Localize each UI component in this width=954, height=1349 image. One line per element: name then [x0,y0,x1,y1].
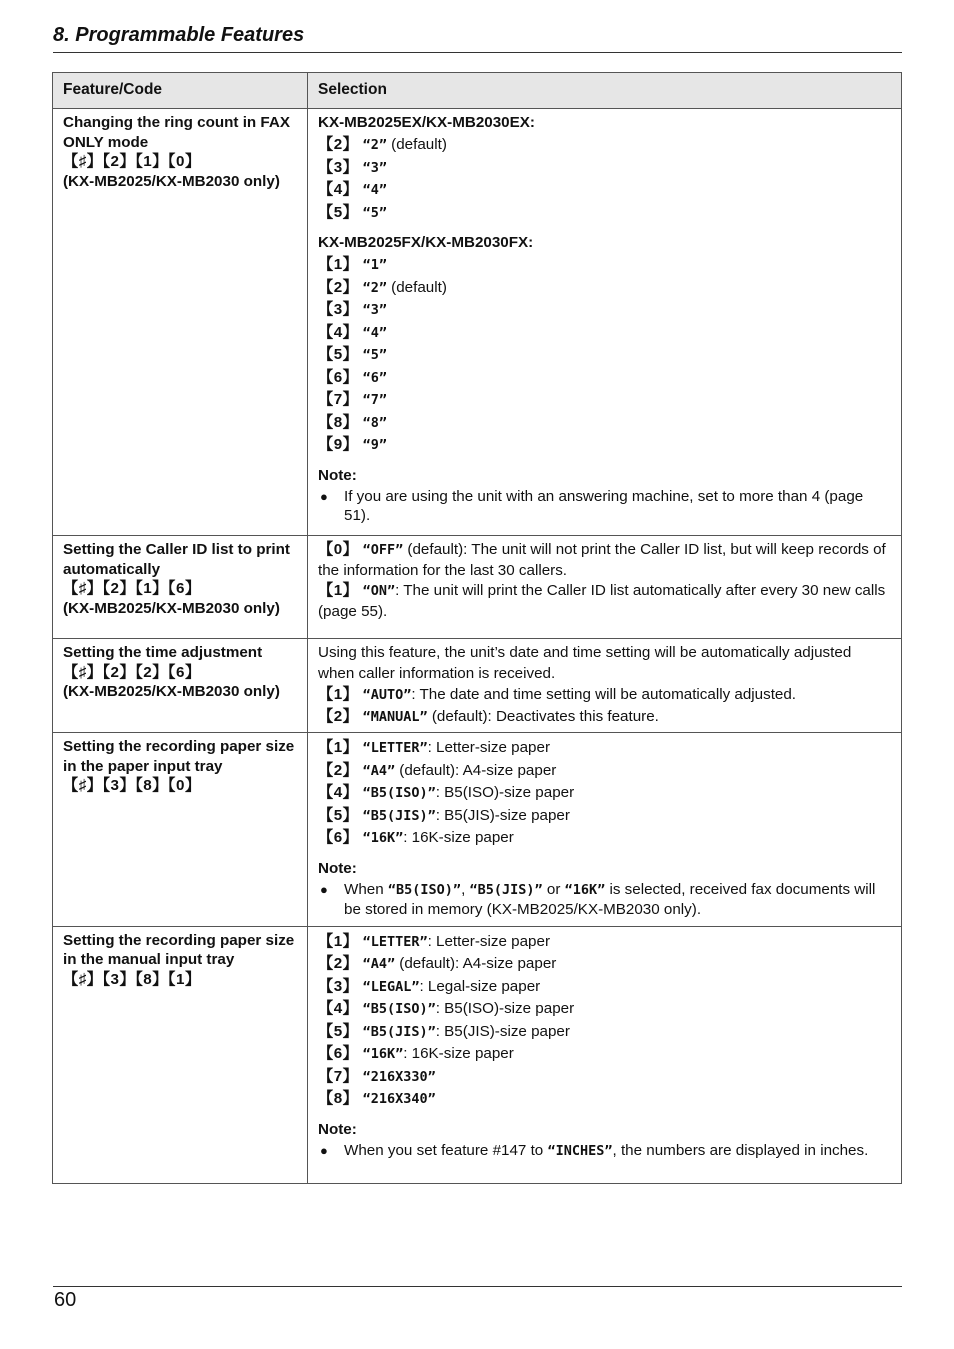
option-list [318,931,891,1111]
feature-model-note: (KX-MB2025/KX-MB2030 only) [63,172,280,190]
table-row [53,733,902,927]
option-description: (default) [386,136,447,153]
option-line [318,953,891,976]
key-code: 【1】 [318,932,359,950]
display-option: “2” [362,137,387,153]
option-line [318,782,891,805]
option-line [318,277,891,300]
display-option: “B5(JIS)” [469,881,543,898]
display-option: “16K” [362,830,404,846]
option-description: : Letter-size paper [427,932,550,950]
display-option: “OFF” [362,542,404,558]
key-code: 【1】 [318,582,359,599]
feature-code: 【♯】【2】【1】【6】 [63,580,201,597]
page-number: 60 [54,1289,77,1311]
display-option: “B5(JIS)” [362,1023,436,1040]
option-line [318,581,891,622]
display-option: “3” [362,159,387,176]
feature-title: Setting the time adjustment [63,644,263,661]
display-option: “B5(JIS)” [362,807,436,824]
display-option: “8” [362,414,387,431]
feature-code: 【♯】【2】【1】【0】 [63,153,201,170]
note-item [318,880,891,920]
display-option: “B5(ISO)” [362,1001,436,1017]
bullet-icon: ● [320,881,328,897]
display-option: “A4” [362,762,396,779]
display-option: “ON” [362,583,396,599]
option-list [318,684,891,728]
bullet-icon: ● [320,1142,328,1158]
display-option: “6” [362,369,387,386]
option-line [318,540,891,581]
note-text-pre: When you set feature #147 to [344,1141,548,1159]
display-option: “5” [362,347,387,363]
option-line [318,760,891,783]
option-line [318,706,891,728]
key-code: 【2】 [318,278,359,296]
feature-code: 【♯】【2】【2】【6】 [63,663,201,681]
option-line [318,931,891,954]
option-line [318,412,891,435]
table-header-row [53,73,902,109]
display-option: “16K” [564,881,606,898]
feature-title: Setting the Caller ID list to print automatically [63,541,290,578]
option-line [318,134,891,157]
option-line [318,389,891,412]
key-code: 【2】 [318,708,359,725]
display-option: “AUTO” [362,687,412,703]
display-option: “4” [362,324,387,341]
key-code: 【3】 [318,158,359,176]
key-code: 【4】 [318,181,359,198]
option-line [318,434,891,457]
option-line [318,805,891,828]
feature-title: Setting the recording paper size in the manual input tray [63,931,295,968]
option-description: (default): A4-size paper [395,761,557,779]
option-line [318,684,891,706]
option-description: (default) [386,278,447,296]
key-code: 【5】 [318,203,359,221]
option-line [318,367,891,390]
feature-code: 【♯】【3】【8】【1】 [63,970,201,988]
feature-cell [53,639,308,733]
key-code: 【0】 [318,541,359,558]
option-line [318,998,891,1021]
display-option: “9” [362,437,387,453]
feature-model-note: (KX-MB2025/KX-MB2030 only) [63,599,280,617]
feature-cell [53,733,308,927]
key-code: 【2】 [318,955,359,972]
feature-cell [53,536,308,639]
display-option: “B5(ISO)” [387,881,462,898]
option-description: : 16K-size paper [403,1045,514,1062]
description-text: Using this feature, the unit’s date and time setting will be automatically adjusted when caller information is received. [318,644,852,682]
key-code: 【7】 [318,1067,359,1085]
section-title: 8. Programmable Features [53,24,305,46]
key-code: 【3】 [318,977,359,995]
option-line [318,344,891,367]
column-header-feature: Feature/Code [53,73,308,109]
feature-model-note: (KX-MB2025/KX-MB2030 only) [63,683,280,700]
option-line [318,737,891,760]
option-line [318,179,891,202]
note-label: Note: [318,1120,357,1138]
selection-cell [308,639,902,733]
option-line [318,157,891,180]
note-text-post: , the numbers are displayed in inches. [612,1141,869,1159]
column-header-selection: Selection [308,73,902,109]
key-code: 【1】 [318,739,359,756]
note-item [318,487,891,526]
model-heading-ex: KX-MB2025EX/KX-MB2030EX: [318,114,535,131]
key-code: 【2】 [318,136,359,153]
key-code: 【1】 [318,686,359,703]
option-list-fx [318,254,891,457]
display-option: “INCHES” [547,1142,613,1159]
key-code: 【9】 [318,436,359,453]
option-list [318,540,891,622]
display-option: “16K” [362,1046,404,1062]
option-description: : B5(JIS)-size paper [435,806,570,824]
note-label: Note: [318,466,357,484]
selection-cell [308,536,902,639]
option-description: (default): A4-size paper [395,955,557,972]
option-description: (default): The unit will not print the Caller ID list, but will keep records of the information for the last 30 callers. [318,541,886,579]
display-option: “1” [362,257,387,273]
display-option: “216X330” [362,1068,436,1085]
option-line [318,1088,891,1111]
display-option: “B5(ISO)” [362,785,436,801]
key-code: 【6】 [318,368,359,386]
key-code: 【1】 [318,256,359,273]
key-code: 【5】 [318,1022,359,1040]
key-code: 【4】 [318,1000,359,1017]
display-option: “2” [362,279,387,296]
display-option: “LETTER” [362,933,428,950]
display-option: “LETTER” [362,740,428,756]
option-description: : Letter-size paper [427,739,550,756]
note-text: If you are using the unit with an answering machine, set to more than 4 (page 51). [344,487,864,524]
table-row [53,926,902,1183]
note-text-post: is selected, received fax documents will be stored in memory (KX-MB2025/KX-MB2030 only). [344,880,876,918]
model-heading-fx: KX-MB2025FX/KX-MB2030FX: [318,234,534,251]
feature-title: Setting the recording paper size in the paper input tray [63,738,295,775]
key-code: 【4】 [318,784,359,801]
option-description: : Legal-size paper [419,977,541,995]
table-row [53,109,902,536]
option-description: : 16K-size paper [403,829,514,846]
key-code: 【8】 [318,1090,359,1107]
note-sep: or [542,880,565,898]
key-code: 【8】 [318,413,359,431]
option-description: : B5(ISO)-size paper [435,784,575,801]
selection-cell [308,926,902,1183]
selection-cell [308,733,902,927]
option-description: : The unit will print the Caller ID list automatically after every 30 new calls (page 55). [318,582,886,620]
feature-code: 【♯】【3】【8】【0】 [63,777,201,794]
option-description: (default): Deactivates this feature. [427,708,659,725]
option-line [318,202,891,225]
note-label: Note: [318,859,357,877]
display-option: “3” [362,302,387,318]
feature-title: Changing the ring count in FAX ONLY mode [63,114,290,151]
key-code: 【4】 [318,323,359,341]
option-line [318,299,891,322]
option-list-ex [318,134,891,224]
note-sep: , [461,880,470,898]
option-line [318,976,891,999]
option-line [318,322,891,345]
section-header [53,22,902,53]
features-table [52,72,902,1184]
key-code: 【6】 [318,1045,359,1062]
display-option: “7” [362,392,387,408]
key-code: 【5】 [318,346,359,363]
display-option: “4” [362,182,387,198]
feature-cell [53,926,308,1183]
option-description: : The date and time setting will be automatically adjusted. [411,686,797,703]
note-item [318,1141,891,1162]
option-line [318,254,891,277]
selection-cell [308,109,902,536]
option-list [318,737,891,850]
option-line [318,1021,891,1044]
option-description: : B5(JIS)-size paper [435,1022,570,1040]
bullet-icon: ● [320,488,328,504]
table-row [53,536,902,639]
key-code: 【2】 [318,761,359,779]
key-code: 【7】 [318,391,359,408]
table-row [53,639,902,733]
note-text-pre: When [344,880,388,898]
key-code: 【6】 [318,829,359,846]
option-description: : B5(ISO)-size paper [435,1000,575,1017]
display-option: “MANUAL” [362,709,428,725]
option-line [318,1066,891,1089]
option-line [318,1043,891,1066]
feature-cell [53,109,308,536]
display-option: “216X340” [362,1091,436,1107]
option-line [318,827,891,850]
display-option: “A4” [362,956,396,972]
key-code: 【5】 [318,806,359,824]
display-option: “LEGAL” [362,978,420,995]
footer-divider [53,1286,902,1287]
display-option: “5” [362,204,387,221]
key-code: 【3】 [318,301,359,318]
